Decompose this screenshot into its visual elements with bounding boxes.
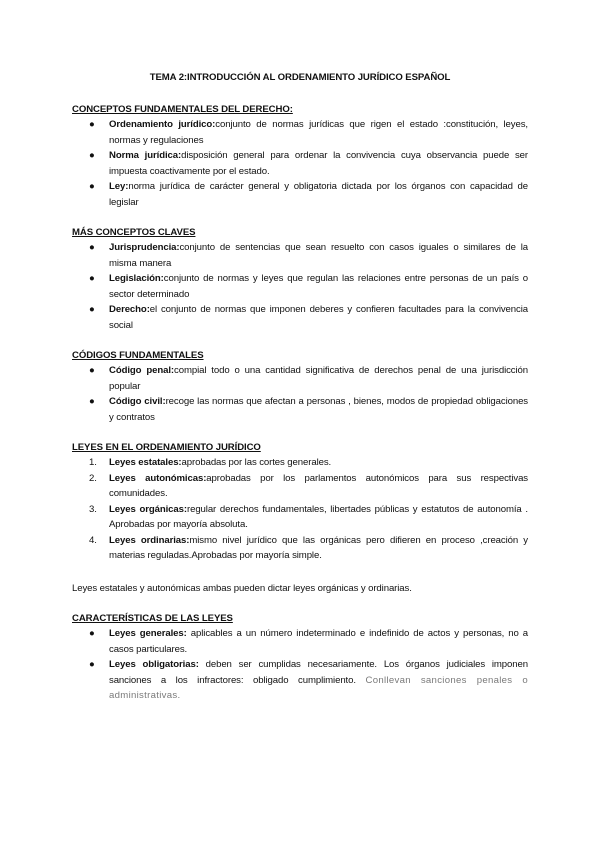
term-label: Leyes autonómicas: (109, 472, 207, 484)
bullet-list (72, 626, 528, 704)
definition-text: recoge las normas que afectan a personas , bienes, modos de propiedad obligaciones y contratos (109, 396, 529, 423)
bullet-list (72, 240, 528, 333)
definition-text: mismo nivel jurídico que las orgánicas pero difieren en proceso ,creación y materias reguladas.Aprobadas por mayoría simple. (109, 534, 528, 561)
list-item (72, 626, 528, 657)
term-label: Leyes orgánicas: (109, 503, 187, 515)
term-label: Ley: (109, 181, 129, 192)
term-label: Derecho: (109, 304, 150, 315)
item-number: 4. (89, 534, 97, 546)
numbered-list (72, 455, 528, 564)
item-number: 3. (89, 503, 97, 515)
section-heading: CÓDIGOS FUNDAMENTALES (72, 350, 204, 361)
definition-text: aprobadas por las cortes generales. (181, 457, 332, 468)
section-mas-conceptos (72, 227, 528, 333)
grey-note-text: Conllevan sanciones penales o administrativas. (109, 674, 528, 701)
definition-text: conjunto de sentencias que sean resuelto con casos iguales o similares de la misma manera (109, 242, 528, 269)
term-label: Código penal: (109, 365, 175, 376)
bullet-icon: ● (89, 242, 95, 253)
definition-text: conjunto de normas jurídicas que rigen el estado :constitución, leyes, normas y regulaciones (109, 119, 528, 146)
term-label: Norma jurídica: (109, 150, 182, 161)
list-item (72, 394, 528, 425)
definition-text: compial todo o una cantidad significativa de derechos penal de una jurisdicción popular (109, 365, 528, 392)
definition-text: regular derechos fundamentales, libertades públicas y estatutos de autonomía . Aprobadas por mayoría absoluta. (109, 503, 528, 530)
definition-text: aprobadas por los parlamentos autonómicos para sus respectivas comunidades. (109, 472, 529, 499)
list-item (72, 657, 528, 704)
term-label: Código civil: (109, 396, 166, 407)
bullet-icon: ● (89, 181, 95, 192)
section-leyes-ordenamiento (72, 442, 528, 564)
list-item (72, 271, 528, 302)
section-heading: MÁS CONCEPTOS CLAVES (72, 227, 196, 238)
definition-text: norma jurídica de carácter general y obligatoria dictada por los órganos con capacidad de legislar (109, 181, 528, 208)
bullet-icon: ● (89, 396, 95, 407)
document-title: TEMA 2:INTRODUCCIÓN AL ORDENAMIENTO JURÍDICO ESPAÑOL (149, 72, 451, 83)
list-item (72, 502, 528, 533)
list-item (72, 363, 528, 394)
bullet-icon: ● (89, 273, 95, 284)
section-heading: CARACTERÍSTICAS DE LAS LEYES (72, 613, 233, 624)
list-item (72, 179, 528, 210)
term-label: Ordenamiento jurídico: (109, 119, 216, 130)
list-item (72, 148, 528, 179)
definition-text: deben ser cumplidas necesariamente. Los órganos judiciales imponen sanciones a los infractores: obligado cumplimiento. (109, 659, 528, 686)
list-item (72, 471, 528, 502)
item-number: 2. (89, 472, 97, 484)
item-number: 1. (89, 457, 97, 468)
section-heading: LEYES EN EL ORDENAMIENTO JURÍDICO (72, 442, 261, 453)
list-item (72, 533, 528, 564)
definition-text: disposición general para ordenar la convivencia cuya observancia puede ser impuesta coactivamente por el estado. (109, 150, 528, 177)
list-item (72, 302, 528, 333)
list-item (72, 240, 528, 271)
term-label: Legislación: (109, 273, 164, 284)
bullet-list (72, 363, 528, 425)
term-label: Jurisprudencia: (109, 242, 180, 253)
bullet-list (72, 117, 528, 210)
definition-text: el conjunto de normas que imponen deberes y confieren facultades para la convivencia social (109, 304, 528, 331)
section-caracteristicas (72, 613, 528, 704)
term-label: Leyes obligatorias: (109, 659, 199, 670)
term-label: Leyes estatales: (109, 457, 182, 468)
term-label: Leyes ordinarias: (109, 534, 190, 546)
term-label: Leyes generales: (109, 628, 187, 639)
definition-text: conjunto de normas y leyes que regulan las relaciones entre personas de un país o sector determinado (109, 273, 528, 300)
definition-text: aplicables a un número indeterminado e indefinido de actos y personas, no a casos particulares. (109, 628, 529, 655)
list-item (72, 117, 528, 148)
body-paragraph: Leyes estatales y autonómicas ambas pueden dictar leyes orgánicas y ordinarias. (72, 582, 412, 594)
bullet-icon: ● (89, 150, 95, 161)
bullet-icon: ● (89, 659, 95, 670)
bullet-icon: ● (89, 628, 95, 639)
bullet-icon: ● (89, 119, 95, 130)
bullet-icon: ● (89, 365, 95, 376)
bullet-icon: ● (89, 304, 95, 315)
list-item (72, 455, 528, 471)
section-codigos (72, 350, 528, 425)
section-heading: CONCEPTOS FUNDAMENTALES DEL DERECHO: (72, 104, 293, 115)
section-conceptos-fundamentales (72, 104, 528, 210)
document-page (72, 72, 528, 721)
